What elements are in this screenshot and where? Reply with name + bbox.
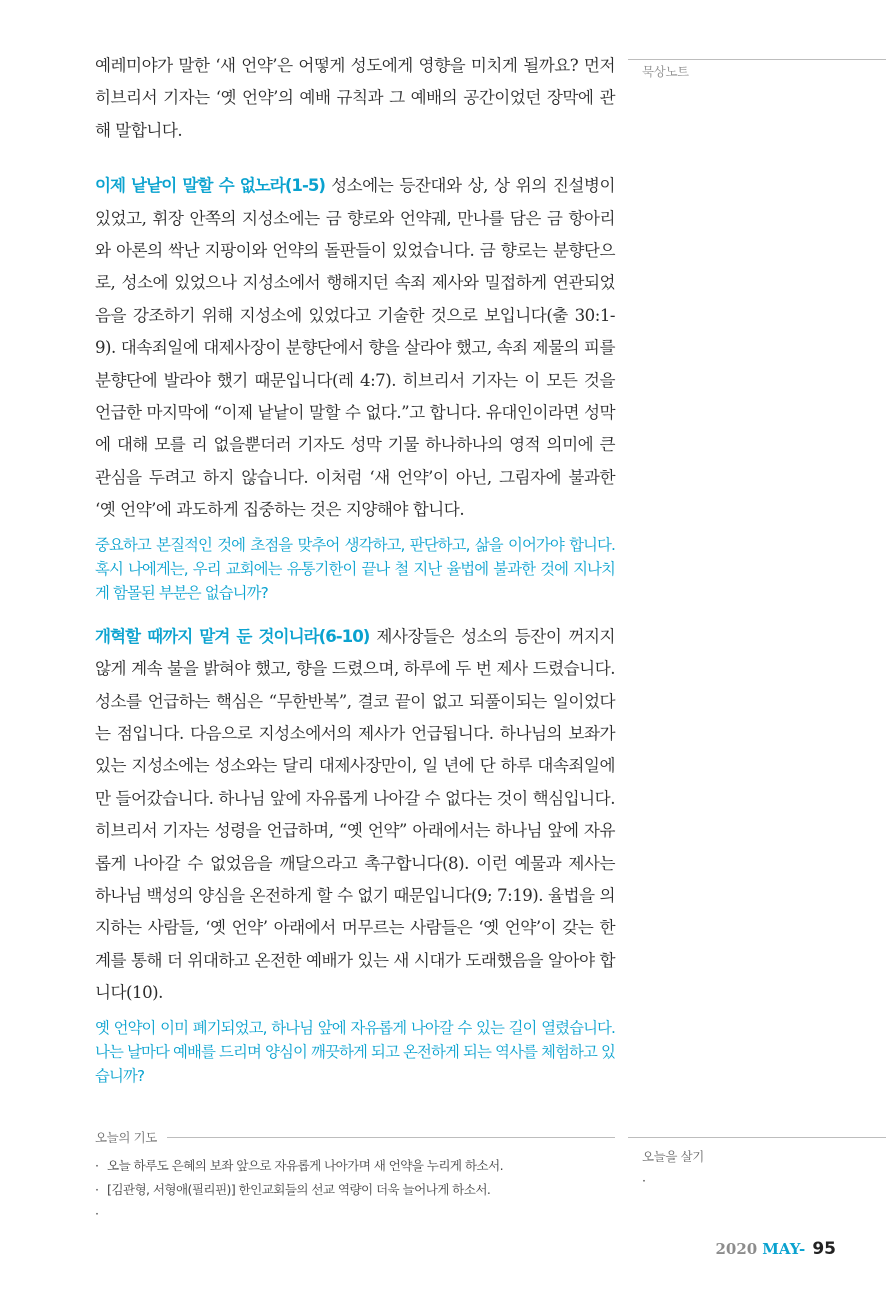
- prayer-item: [95, 1154, 615, 1178]
- section1-heading: 이제 낱낱이 말할 수 없노라(1-5): [95, 176, 325, 196]
- main-column: [95, 50, 615, 1088]
- section1-application: 중요하고 본질적인 것에 초점을 맞추어 생각하고, 판단하고, 삶을 이어가야 합니다. 혹시 나에게는, 우리 교회에는 유통기한이 끝나 철 지난 율법에 불과한 것에 지나치게 함몰된 부분은 없습니까?: [95, 535, 615, 602]
- section1-paragraph: [95, 170, 615, 526]
- section1-body: 성소에는 등잔대와 상, 상 위의 진설병이 있었고, 휘장 안쪽의 지성소에는 금 향로와 언약궤, 만나를 담은 금 항아리와 아론의 싹난 지팡이와 언약의 돌판들이 있었습니다. 금 향로는 분향단으로, 성소에 있었으나 지성소에서 행해지던 속죄 제사와 밀접하게 연관되었음을 강조하기 위해 지성소에 있었다고 기술한 것으로 보입니다(출 30:1-9). 대속죄일에 대제사장이 분향단에서 향을 살라야 했고, 속죄 제물의 피를 분향단에 발라야 했기 때문입니다(레 4:7). 히브리서 기자는 이 모든 것을 언급한 마지막에 “이제 낱낱이 말할 수 없다.”고 합니다. 유대인이라면 성막에 대해 모를 리 없을뿐더러 기자도 성막 기물 하나하나의 영적 의미에 큰 관심을 두려고 하지 않습니다. 이처럼 ‘새 언약’이 아닌, 그림자에 불과한 ‘옛 언약’에 과도하게 집중하는 것은 지양해야 합니다.: [95, 176, 615, 520]
- today-living-box: [628, 1137, 886, 1188]
- prayer-title: 오늘의 기도: [95, 1130, 157, 1145]
- bullet-icon: ·: [95, 1158, 99, 1173]
- prayer-list: [95, 1154, 615, 1226]
- intro-paragraph: 예레미야가 말한 ‘새 언약’은 어떻게 성도에게 영향을 미치게 될까요? 먼저 히브리서 기자는 ‘옛 언약’의 예배 규칙과 그 예배의 공간이었던 장막에 관해 말합니다.: [95, 56, 615, 140]
- footer-dash: -: [799, 1240, 806, 1258]
- page-footer: [715, 1239, 836, 1259]
- bullet-icon: ·: [95, 1206, 99, 1221]
- section2-body: 제사장들은 성소의 등잔이 꺼지지 않게 계속 불을 밝혀야 했고, 향을 드렸으며, 하루에 두 번 제사 드렸습니다. 성소를 언급하는 핵심은 “무한반복”, 결코 끝이 없고 되풀이되는 일이었다는 점입니다. 다음으로 지성소에서의 제사가 언급됩니다. 하나님의 보좌가 있는 지성소에는 성소와는 달리 대제사장만이, 일 년에 단 하루 대속죄일에만 들어갔습니다. 하나님 앞에 자유롭게 나아갈 수 없다는 것이 핵심입니다. 히브리서 기자는 성령을 언급하며, “옛 언약” 아래에서는 하나님 앞에 자유롭게 나아갈 수 없었음을 깨달으라고 촉구합니다(8). 이런 예물과 제사는 하나님 백성의 양심을 온전하게 할 수 없기 때문입니다(9; 7:19). 율법을 의지하는 사람들, ‘옛 언약’ 아래에서 머무르는 사람들은 ‘옛 언약’이 갖는 한계를 통해 더 위대하고 온전한 예배가 있는 새 시대가 도래했음을 알아야 합니다(10).: [95, 626, 616, 1003]
- prayer-item: [95, 1202, 615, 1226]
- section2-heading: 개혁할 때까지 맡겨 둔 것이니라(6-10): [95, 626, 370, 646]
- section2-application: 옛 언약이 이미 폐기되었고, 하나님 앞에 자유롭게 나아갈 수 있는 길이 열렸습니다. 나는 날마다 예배를 드리며 양심이 깨끗하게 되고 온전하게 되는 역사를 체험하고 있습니까?: [95, 1018, 615, 1085]
- prayer-item-text: [김관형, 서형애(필리핀)] 한인교회들의 선교 역량이 더욱 늘어나게 하소서.: [107, 1182, 491, 1197]
- bullet-icon: ·: [642, 1173, 647, 1188]
- section2-paragraph: [95, 621, 615, 1010]
- bullet-icon: ·: [95, 1182, 99, 1197]
- today-living-title: 오늘을 살기: [642, 1149, 704, 1164]
- today-divider: [628, 1137, 886, 1138]
- prayer-divider: [167, 1137, 615, 1138]
- prayer-item-text: 오늘 하루도 은혜의 보좌 앞으로 자유롭게 나아가며 새 언약을 누리게 하소서.: [107, 1158, 503, 1173]
- meditation-notes-label: 묵상노트: [642, 64, 689, 79]
- page-number: 95: [812, 1239, 836, 1259]
- sidebar-divider: [628, 59, 886, 60]
- footer-year: 2020: [715, 1240, 758, 1258]
- footer-month: MAY: [762, 1240, 799, 1258]
- prayer-box: [95, 1128, 615, 1226]
- prayer-item: [95, 1178, 615, 1202]
- prayer-header: [95, 1128, 615, 1146]
